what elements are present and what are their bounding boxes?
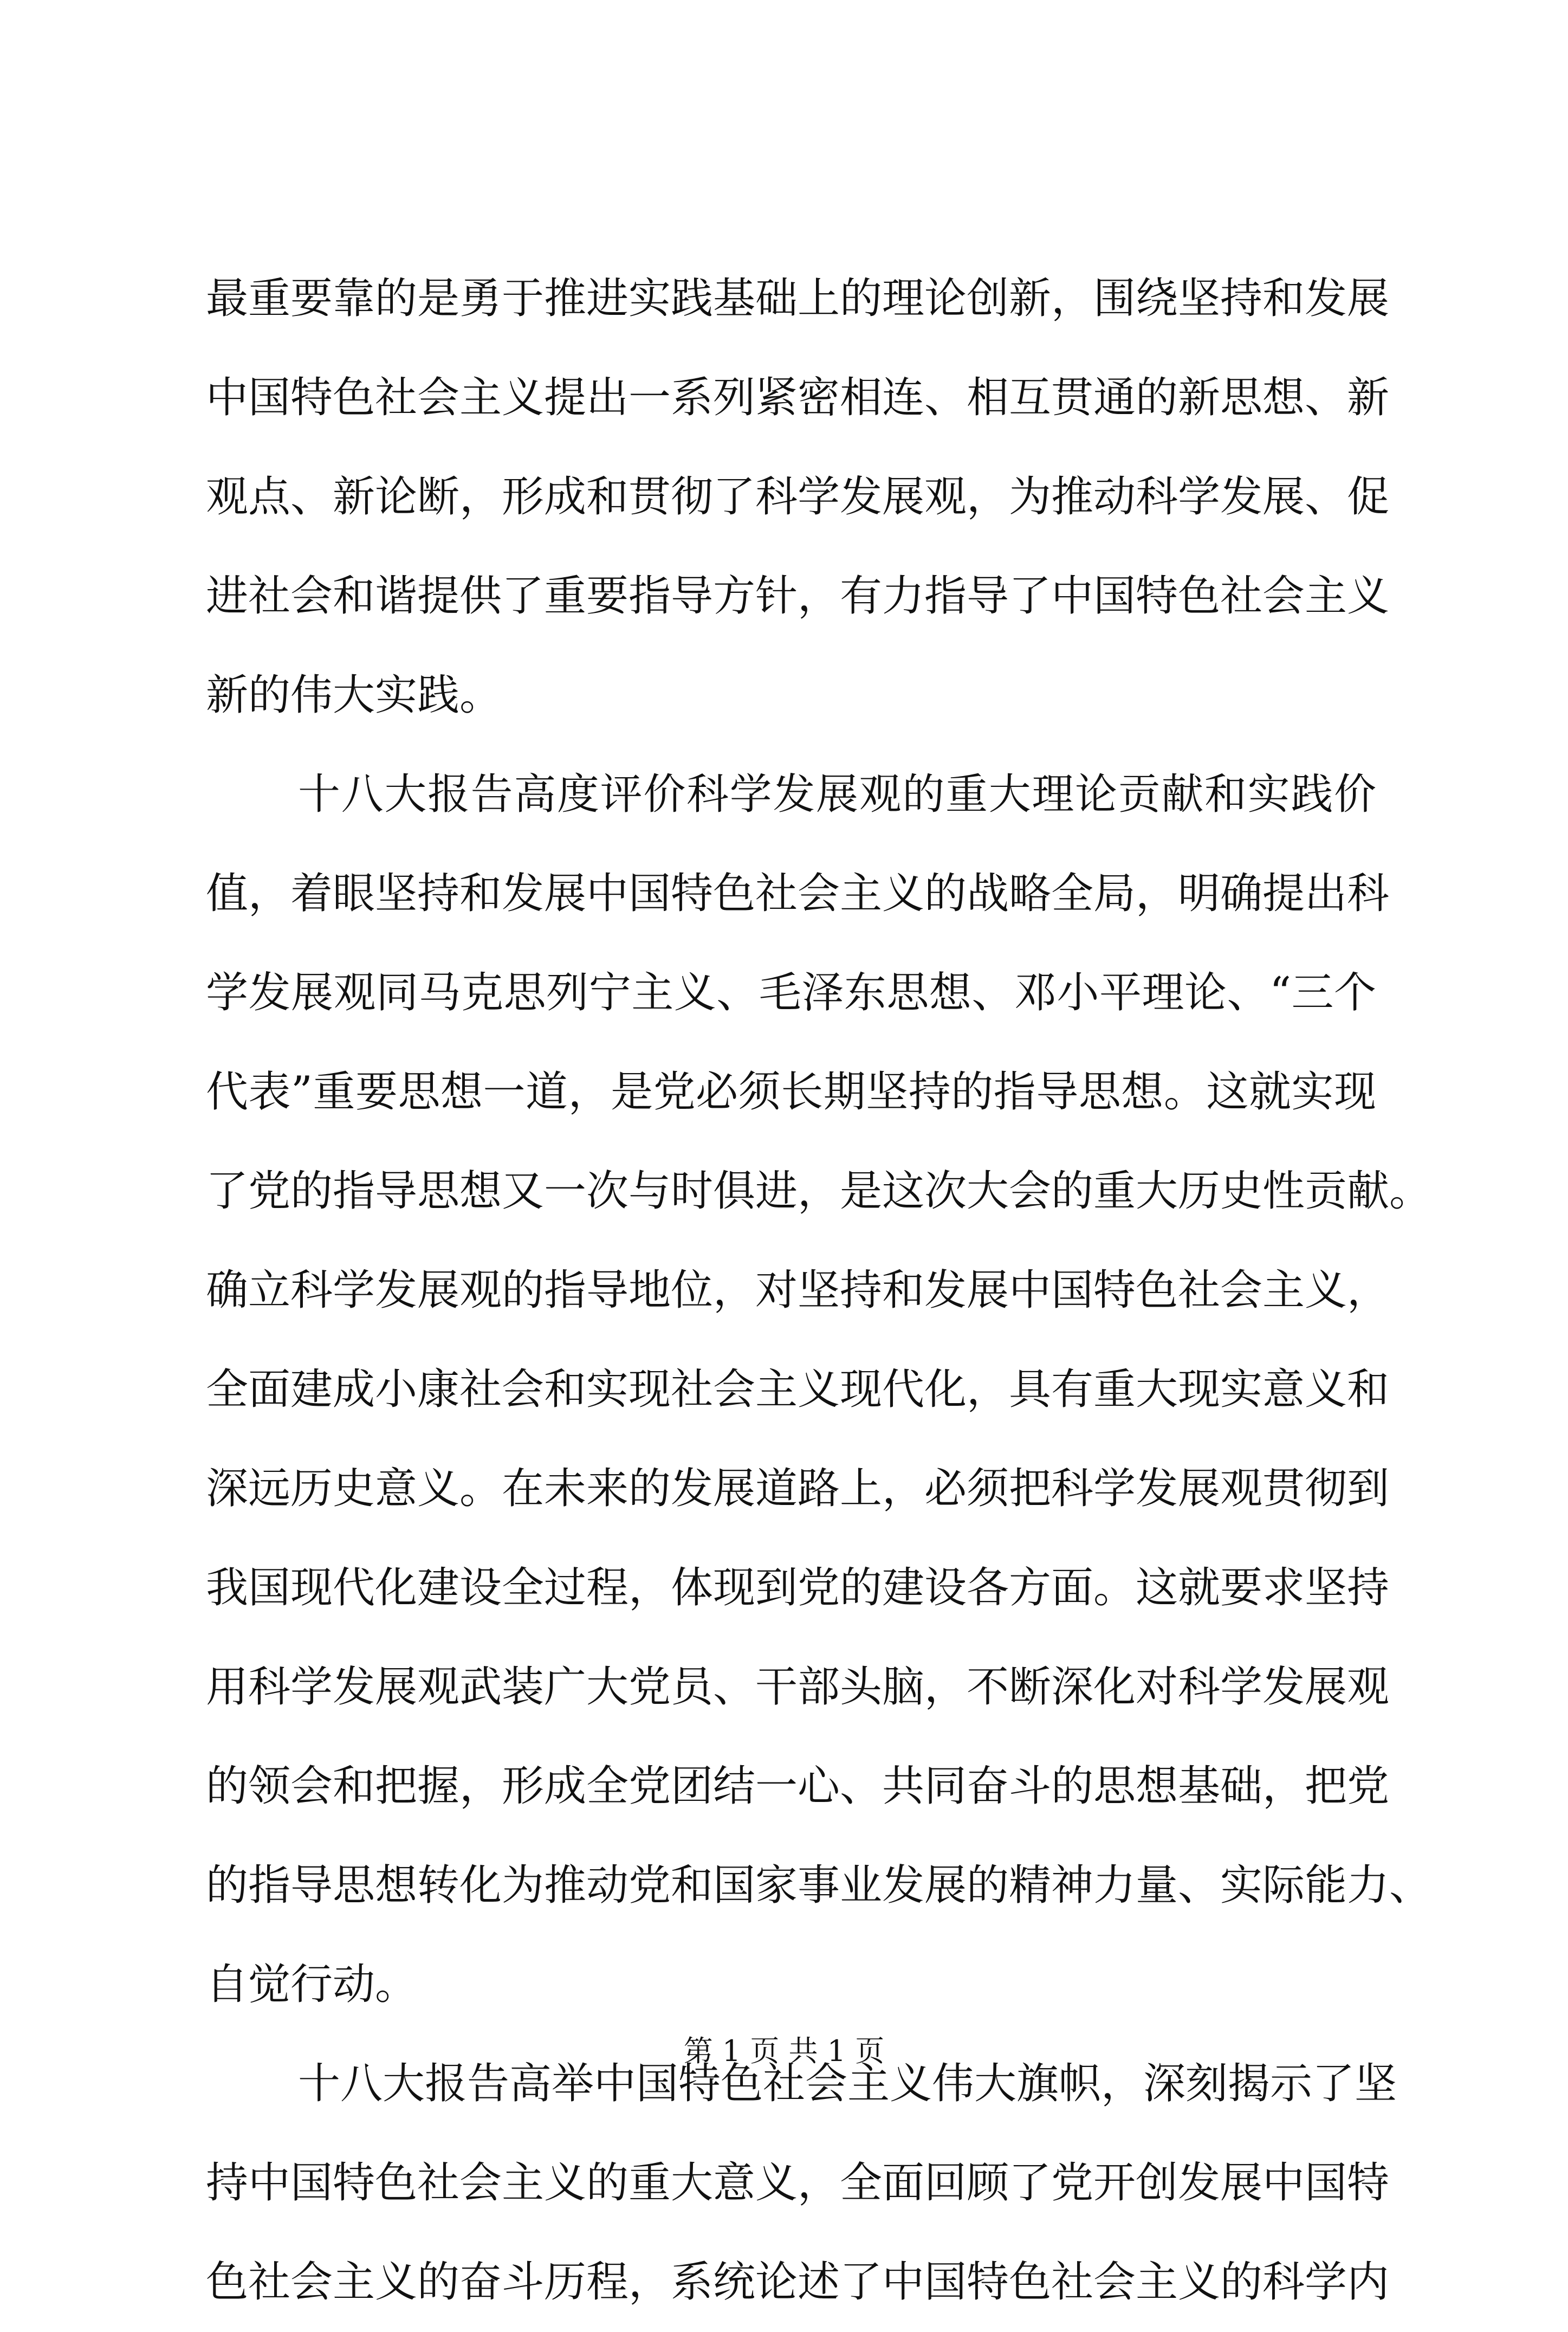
body-text — [206, 249, 1432, 2332]
text-line: 十八大报告高举中国特色社会主义伟大旗帜，深刻揭示了坚 — [298, 2059, 1397, 2108]
text-line: 的领会和把握，形成全党团结一心、共同奋斗的思想基础，把党 — [206, 1762, 1390, 1811]
text-line: 新的伟大实践。 — [206, 671, 502, 720]
text-line: 的指导思想转化为推动党和国家事业发展的精神力量、实际能力、 — [206, 1861, 1432, 1910]
text-line: 深远历史意义。在未来的发展道路上，必须把科学发展观贯彻到 — [206, 1464, 1390, 1513]
text-line: 进社会和谐提供了重要指导方针，有力指导了中国特色社会主义 — [206, 572, 1390, 621]
text-line: 持中国特色社会主义的重大意义，全面回顾了党开创发展中国特 — [206, 2159, 1390, 2207]
text-line: 十八大报告高度评价科学发展观的重大理论贡献和实践价 — [298, 770, 1376, 819]
text-line: 代表”重要思想一道，是党必须长期坚持的指导思想。这就实现 — [206, 1068, 1376, 1116]
text-line: 用科学发展观武装广大党员、干部头脑，不断深化对科学发展观 — [206, 1663, 1390, 1711]
text-line: 中国特色社会主义提出一系列紧密相连、相互贯通的新思想、新 — [206, 373, 1390, 422]
text-line: 全面建成小康社会和实现社会主义现代化，具有重大现实意义和 — [206, 1365, 1390, 1414]
text-line: 确立科学发展观的指导地位，对坚持和发展中国特色社会主义， — [206, 1266, 1390, 1315]
text-line: 值，着眼坚持和发展中国特色社会主义的战略全局，明确提出科 — [206, 869, 1390, 918]
text-line: 学发展观同马克思列宁主义、毛泽东思想、邓小平理论、“三个 — [206, 968, 1376, 1017]
text-line: 最重要靠的是勇于推进实践基础上的理论创新，围绕坚持和发展 — [206, 274, 1390, 323]
text-line: 观点、新论断，形成和贯彻了科学发展观，为推动科学发展、促 — [206, 473, 1390, 521]
page-footer: 第 1 页 共 1 页 — [683, 2034, 885, 2068]
text-line: 了党的指导思想又一次与时俱进，是这次大会的重大历史性贡献。 — [206, 1167, 1432, 1216]
text-line: 色社会主义的奋斗历程，系统论述了中国特色社会主义的科学内 — [206, 2258, 1390, 2307]
text-line: 我国现代化建设全过程，体现到党的建设各方面。这就要求坚持 — [206, 1564, 1390, 1612]
text-line: 自觉行动。 — [206, 1960, 418, 2009]
